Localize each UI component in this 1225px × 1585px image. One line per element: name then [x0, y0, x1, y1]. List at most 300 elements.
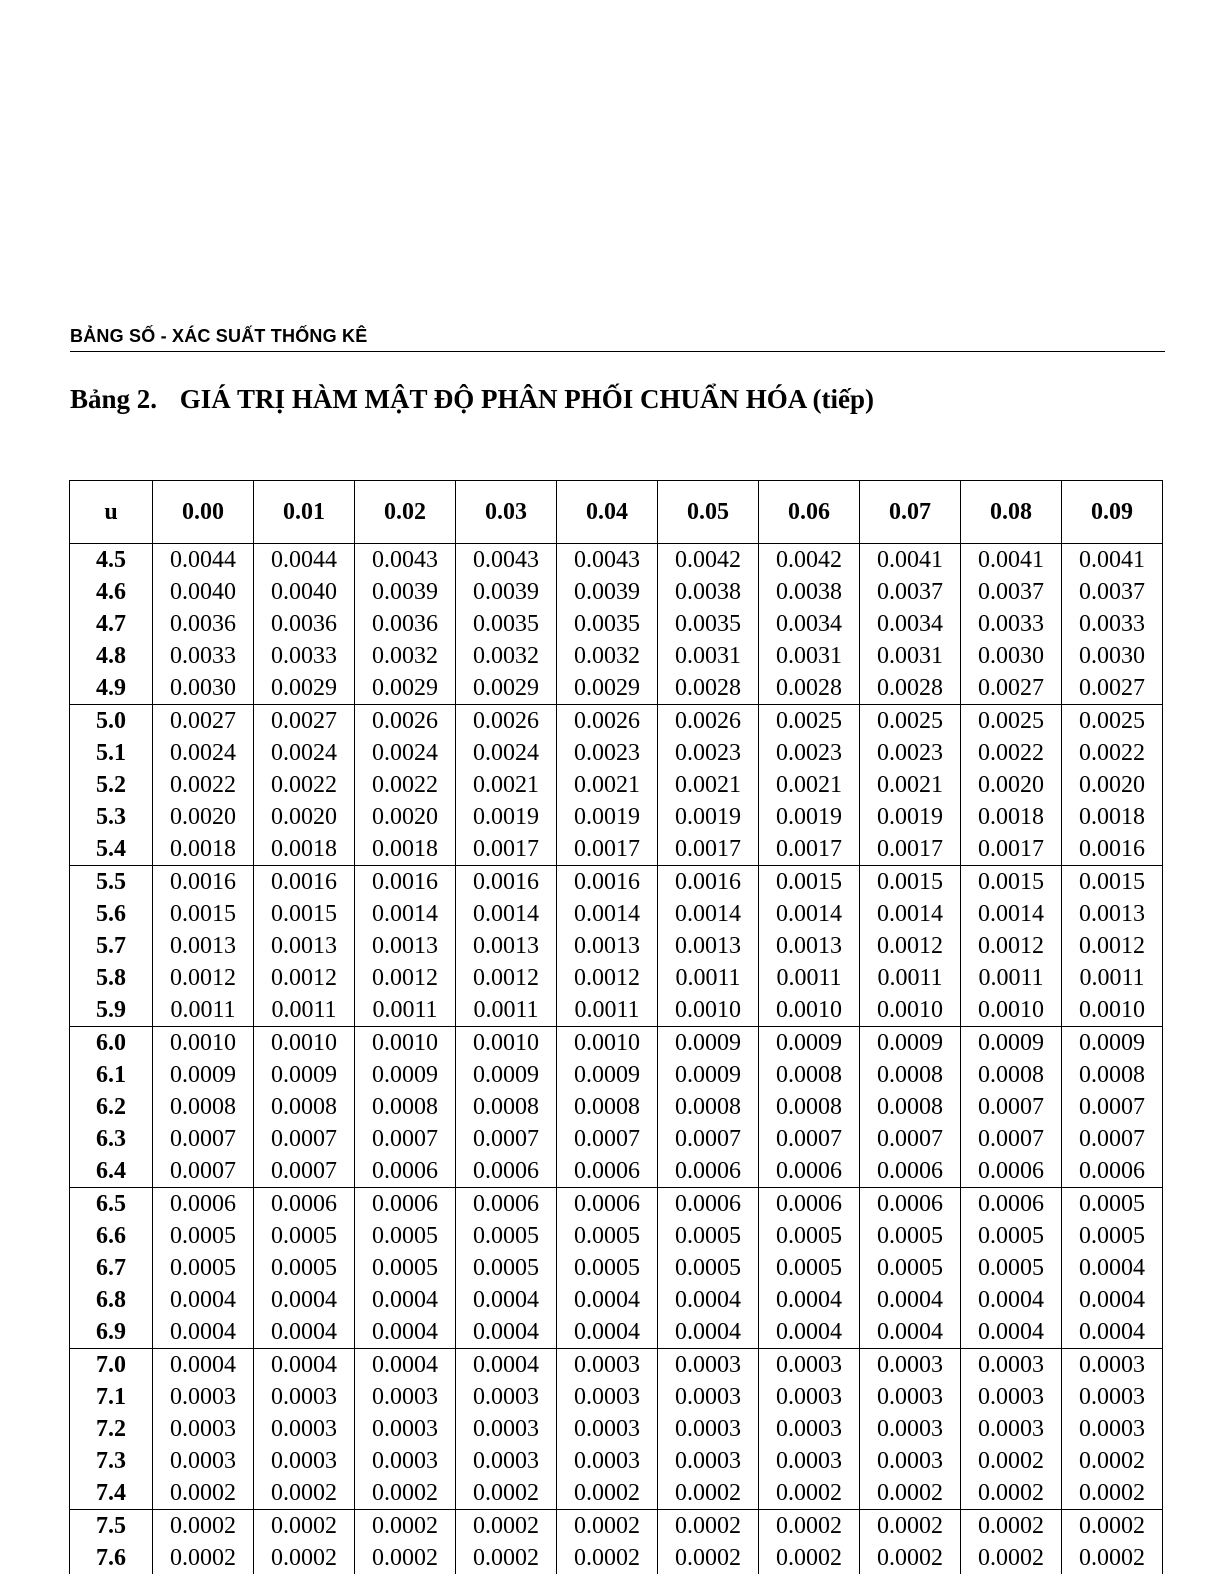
density-cell: 0.0014	[557, 898, 658, 930]
density-cell: 0.0028	[860, 672, 961, 705]
row-u-value: 4.6	[70, 576, 153, 608]
density-cell: 0.0010	[254, 1027, 355, 1060]
density-cell: 0.0003	[153, 1381, 254, 1413]
density-cell: 0.0005	[658, 1220, 759, 1252]
density-cell: 0.0005	[860, 1252, 961, 1284]
density-cell: 0.0034	[860, 608, 961, 640]
row-u-value: 7.3	[70, 1445, 153, 1477]
density-cell: 0.0004	[961, 1284, 1062, 1316]
density-cell: 0.0009	[1062, 1027, 1163, 1060]
density-cell: 0.0004	[759, 1316, 860, 1349]
density-cell: 0.0004	[456, 1349, 557, 1382]
density-cell: 0.0012	[1062, 930, 1163, 962]
table-body	[70, 544, 1163, 1575]
row-u-value: 5.5	[70, 866, 153, 899]
density-cell: 0.0012	[557, 962, 658, 994]
density-cell: 0.0003	[860, 1349, 961, 1382]
density-cell: 0.0003	[759, 1381, 860, 1413]
table-row	[70, 769, 1163, 801]
density-cell: 0.0041	[1062, 544, 1163, 577]
density-cell: 0.0005	[456, 1252, 557, 1284]
density-cell: 0.0019	[860, 801, 961, 833]
density-cell: 0.0013	[254, 930, 355, 962]
density-cell: 0.0002	[456, 1510, 557, 1543]
density-cell: 0.0003	[961, 1381, 1062, 1413]
density-cell: 0.0005	[860, 1220, 961, 1252]
density-cell: 0.0017	[658, 833, 759, 866]
density-cell: 0.0004	[961, 1316, 1062, 1349]
density-cell: 0.0015	[961, 866, 1062, 899]
density-cell: 0.0039	[355, 576, 456, 608]
density-cell: 0.0021	[759, 769, 860, 801]
density-cell: 0.0010	[860, 994, 961, 1027]
table-row	[70, 1349, 1163, 1382]
density-cell: 0.0003	[658, 1413, 759, 1445]
table-row	[70, 1220, 1163, 1252]
row-u-value: 6.1	[70, 1059, 153, 1091]
density-cell: 0.0002	[1062, 1542, 1163, 1574]
density-cell: 0.0009	[557, 1059, 658, 1091]
density-cell: 0.0004	[254, 1284, 355, 1316]
density-cell: 0.0036	[355, 608, 456, 640]
density-cell: 0.0002	[557, 1510, 658, 1543]
density-cell: 0.0032	[557, 640, 658, 672]
density-cell: 0.0003	[557, 1445, 658, 1477]
density-cell: 0.0004	[153, 1349, 254, 1382]
table-row	[70, 608, 1163, 640]
density-cell: 0.0018	[355, 833, 456, 866]
density-cell: 0.0009	[254, 1059, 355, 1091]
density-cell: 0.0042	[658, 544, 759, 577]
density-cell: 0.0009	[658, 1027, 759, 1060]
density-cell: 0.0033	[254, 640, 355, 672]
density-cell: 0.0007	[860, 1123, 961, 1155]
density-cell: 0.0003	[759, 1413, 860, 1445]
density-cell: 0.0004	[355, 1284, 456, 1316]
density-cell: 0.0015	[254, 898, 355, 930]
density-cell: 0.0002	[254, 1477, 355, 1510]
table-row	[70, 866, 1163, 899]
density-cell: 0.0027	[961, 672, 1062, 705]
density-cell: 0.0031	[860, 640, 961, 672]
density-cell: 0.0013	[355, 930, 456, 962]
density-cell: 0.0027	[153, 705, 254, 738]
density-cell: 0.0003	[1062, 1349, 1163, 1382]
density-cell: 0.0022	[153, 769, 254, 801]
density-cell: 0.0002	[961, 1477, 1062, 1510]
density-cell: 0.0016	[557, 866, 658, 899]
page-header: BẢNG SỐ - XÁC SUẤT THỐNG KÊ	[70, 326, 368, 346]
density-cell: 0.0022	[254, 769, 355, 801]
row-u-value: 5.1	[70, 737, 153, 769]
table-row	[70, 544, 1163, 577]
density-cell: 0.0002	[961, 1445, 1062, 1477]
table-row	[70, 1027, 1163, 1060]
density-cell: 0.0033	[153, 640, 254, 672]
density-cell: 0.0029	[254, 672, 355, 705]
row-u-value: 7.6	[70, 1542, 153, 1574]
density-cell: 0.0008	[759, 1059, 860, 1091]
density-cell: 0.0008	[1062, 1059, 1163, 1091]
density-cell: 0.0003	[456, 1413, 557, 1445]
density-cell: 0.0011	[1062, 962, 1163, 994]
density-cell: 0.0019	[456, 801, 557, 833]
density-cell: 0.0012	[254, 962, 355, 994]
density-cell: 0.0002	[557, 1477, 658, 1510]
density-cell: 0.0026	[355, 705, 456, 738]
density-cell: 0.0026	[658, 705, 759, 738]
density-cell: 0.0003	[759, 1445, 860, 1477]
density-cell: 0.0017	[557, 833, 658, 866]
density-cell: 0.0031	[658, 640, 759, 672]
density-cell: 0.0016	[153, 866, 254, 899]
row-u-value: 6.4	[70, 1155, 153, 1188]
density-cell: 0.0002	[355, 1477, 456, 1510]
density-cell: 0.0008	[557, 1091, 658, 1123]
density-cell: 0.0011	[254, 994, 355, 1027]
row-u-value: 4.5	[70, 544, 153, 577]
density-cell: 0.0009	[153, 1059, 254, 1091]
density-cell: 0.0019	[759, 801, 860, 833]
density-cell: 0.0005	[759, 1220, 860, 1252]
density-cell: 0.0005	[254, 1252, 355, 1284]
density-cell: 0.0013	[557, 930, 658, 962]
density-cell: 0.0009	[456, 1059, 557, 1091]
header-u: u	[70, 481, 153, 544]
density-cell: 0.0008	[254, 1091, 355, 1123]
density-cell: 0.0037	[860, 576, 961, 608]
density-cell: 0.0005	[1062, 1188, 1163, 1221]
density-cell: 0.0015	[759, 866, 860, 899]
density-cell: 0.0044	[153, 544, 254, 577]
density-cell: 0.0004	[254, 1316, 355, 1349]
density-cell: 0.0016	[658, 866, 759, 899]
density-cell: 0.0004	[355, 1316, 456, 1349]
density-cell: 0.0002	[355, 1542, 456, 1574]
density-cell: 0.0003	[254, 1445, 355, 1477]
row-u-value: 5.7	[70, 930, 153, 962]
density-cell: 0.0017	[759, 833, 860, 866]
density-cell: 0.0003	[456, 1381, 557, 1413]
density-cell: 0.0002	[860, 1477, 961, 1510]
density-cell: 0.0006	[456, 1155, 557, 1188]
density-cell: 0.0007	[153, 1123, 254, 1155]
density-cell: 0.0010	[456, 1027, 557, 1060]
density-cell: 0.0010	[961, 994, 1062, 1027]
column-header: 0.03	[456, 481, 557, 544]
row-u-value: 6.6	[70, 1220, 153, 1252]
density-cell: 0.0008	[860, 1091, 961, 1123]
column-header: 0.07	[860, 481, 961, 544]
density-cell: 0.0032	[456, 640, 557, 672]
table-header-row	[70, 481, 1163, 544]
density-cell: 0.0015	[153, 898, 254, 930]
table-row	[70, 1188, 1163, 1221]
row-u-value: 5.0	[70, 705, 153, 738]
density-cell: 0.0007	[254, 1123, 355, 1155]
density-cell: 0.0012	[456, 962, 557, 994]
row-u-value: 6.0	[70, 1027, 153, 1060]
density-cell: 0.0018	[153, 833, 254, 866]
density-cell: 0.0040	[254, 576, 355, 608]
density-cell: 0.0006	[759, 1155, 860, 1188]
density-cell: 0.0004	[254, 1349, 355, 1382]
density-cell: 0.0006	[961, 1188, 1062, 1221]
density-cell: 0.0023	[860, 737, 961, 769]
density-cell: 0.0006	[355, 1155, 456, 1188]
row-u-value: 4.9	[70, 672, 153, 705]
density-cell: 0.0019	[557, 801, 658, 833]
density-cell: 0.0002	[153, 1510, 254, 1543]
table-title-text: GIÁ TRỊ HÀM MẬT ĐỘ PHÂN PHỐI CHUẨN HÓA (tiếp)	[179, 384, 875, 414]
density-cell: 0.0002	[759, 1477, 860, 1510]
density-cell: 0.0014	[759, 898, 860, 930]
density-cell: 0.0036	[254, 608, 355, 640]
density-cell: 0.0024	[355, 737, 456, 769]
density-cell: 0.0026	[557, 705, 658, 738]
table-number: Bảng 2.	[70, 384, 158, 414]
row-u-value: 7.0	[70, 1349, 153, 1382]
density-cell: 0.0006	[254, 1188, 355, 1221]
density-cell: 0.0012	[355, 962, 456, 994]
density-cell: 0.0008	[456, 1091, 557, 1123]
density-cell: 0.0006	[961, 1155, 1062, 1188]
column-header: 0.08	[961, 481, 1062, 544]
density-cell: 0.0017	[961, 833, 1062, 866]
column-header: 0.05	[658, 481, 759, 544]
density-cell: 0.0003	[355, 1445, 456, 1477]
density-cell: 0.0019	[658, 801, 759, 833]
density-cell: 0.0010	[1062, 994, 1163, 1027]
table-row	[70, 1510, 1163, 1543]
row-u-value: 7.4	[70, 1477, 153, 1510]
density-cell: 0.0007	[355, 1123, 456, 1155]
density-cell: 0.0035	[658, 608, 759, 640]
row-u-value: 5.8	[70, 962, 153, 994]
density-cell: 0.0013	[1062, 898, 1163, 930]
density-cell: 0.0003	[961, 1413, 1062, 1445]
density-cell: 0.0003	[153, 1413, 254, 1445]
density-cell: 0.0004	[557, 1284, 658, 1316]
density-cell: 0.0004	[860, 1316, 961, 1349]
table-row	[70, 737, 1163, 769]
density-cell: 0.0002	[456, 1477, 557, 1510]
density-cell: 0.0009	[658, 1059, 759, 1091]
table-row	[70, 1059, 1163, 1091]
density-cell: 0.0003	[355, 1381, 456, 1413]
row-u-value: 6.5	[70, 1188, 153, 1221]
table-row	[70, 1381, 1163, 1413]
row-u-value: 6.2	[70, 1091, 153, 1123]
density-cell: 0.0016	[254, 866, 355, 899]
density-cell: 0.0004	[153, 1284, 254, 1316]
table-row	[70, 833, 1163, 866]
table-row	[70, 1316, 1163, 1349]
density-cell: 0.0004	[1062, 1284, 1163, 1316]
density-cell: 0.0043	[557, 544, 658, 577]
density-cell: 0.0008	[860, 1059, 961, 1091]
table-row	[70, 1284, 1163, 1316]
density-cell: 0.0016	[456, 866, 557, 899]
density-cell: 0.0009	[961, 1027, 1062, 1060]
table-row	[70, 801, 1163, 833]
density-cell: 0.0005	[658, 1252, 759, 1284]
density-cell: 0.0021	[557, 769, 658, 801]
density-cell: 0.0014	[860, 898, 961, 930]
density-cell: 0.0007	[1062, 1123, 1163, 1155]
row-u-value: 4.8	[70, 640, 153, 672]
density-cell: 0.0002	[658, 1510, 759, 1543]
density-cell: 0.0006	[557, 1155, 658, 1188]
density-cell: 0.0002	[355, 1510, 456, 1543]
density-cell: 0.0002	[961, 1542, 1062, 1574]
density-cell: 0.0020	[153, 801, 254, 833]
density-cell: 0.0002	[860, 1542, 961, 1574]
density-cell: 0.0006	[759, 1188, 860, 1221]
density-cell: 0.0003	[759, 1349, 860, 1382]
density-cell: 0.0003	[557, 1381, 658, 1413]
density-cell: 0.0008	[961, 1059, 1062, 1091]
density-cell: 0.0010	[557, 1027, 658, 1060]
density-cell: 0.0003	[658, 1349, 759, 1382]
table-row	[70, 705, 1163, 738]
density-cell: 0.0038	[658, 576, 759, 608]
density-cell: 0.0003	[860, 1445, 961, 1477]
row-u-value: 5.9	[70, 994, 153, 1027]
density-cell: 0.0003	[254, 1381, 355, 1413]
density-cell: 0.0023	[658, 737, 759, 769]
density-cell: 0.0006	[860, 1188, 961, 1221]
density-cell: 0.0012	[860, 930, 961, 962]
density-cell: 0.0036	[153, 608, 254, 640]
density-cell: 0.0002	[254, 1510, 355, 1543]
density-cell: 0.0007	[759, 1123, 860, 1155]
density-cell: 0.0022	[355, 769, 456, 801]
density-cell: 0.0011	[456, 994, 557, 1027]
density-cell: 0.0003	[557, 1349, 658, 1382]
density-cell: 0.0007	[456, 1123, 557, 1155]
density-cell: 0.0002	[860, 1510, 961, 1543]
row-u-value: 5.2	[70, 769, 153, 801]
density-cell: 0.0003	[1062, 1381, 1163, 1413]
density-cell: 0.0008	[153, 1091, 254, 1123]
density-cell: 0.0004	[456, 1316, 557, 1349]
table-row	[70, 1542, 1163, 1574]
density-cell: 0.0005	[961, 1252, 1062, 1284]
table-row	[70, 1477, 1163, 1510]
density-cell: 0.0030	[153, 672, 254, 705]
column-header: 0.06	[759, 481, 860, 544]
density-cell: 0.0002	[153, 1542, 254, 1574]
density-cell: 0.0014	[456, 898, 557, 930]
table-row	[70, 1252, 1163, 1284]
table-row	[70, 1445, 1163, 1477]
density-cell: 0.0022	[1062, 737, 1163, 769]
density-cell: 0.0005	[456, 1220, 557, 1252]
density-cell: 0.0018	[961, 801, 1062, 833]
density-cell: 0.0041	[961, 544, 1062, 577]
density-cell: 0.0042	[759, 544, 860, 577]
density-cell: 0.0017	[456, 833, 557, 866]
table-row	[70, 1091, 1163, 1123]
density-cell: 0.0004	[759, 1284, 860, 1316]
density-cell: 0.0032	[355, 640, 456, 672]
density-cell: 0.0031	[759, 640, 860, 672]
table-row	[70, 640, 1163, 672]
density-cell: 0.0040	[153, 576, 254, 608]
density-cell: 0.0013	[456, 930, 557, 962]
density-cell: 0.0002	[961, 1510, 1062, 1543]
density-cell: 0.0002	[1062, 1445, 1163, 1477]
density-cell: 0.0009	[355, 1059, 456, 1091]
density-cell: 0.0025	[1062, 705, 1163, 738]
density-table	[69, 480, 1163, 1574]
density-cell: 0.0038	[759, 576, 860, 608]
density-cell: 0.0008	[759, 1091, 860, 1123]
density-cell: 0.0005	[759, 1252, 860, 1284]
density-cell: 0.0012	[153, 962, 254, 994]
density-cell: 0.0018	[1062, 801, 1163, 833]
density-cell: 0.0037	[961, 576, 1062, 608]
table-row	[70, 994, 1163, 1027]
density-cell: 0.0003	[860, 1413, 961, 1445]
density-cell: 0.0002	[759, 1542, 860, 1574]
column-header: 0.00	[153, 481, 254, 544]
density-cell: 0.0003	[1062, 1413, 1163, 1445]
table-row	[70, 930, 1163, 962]
density-cell: 0.0015	[1062, 866, 1163, 899]
density-cell: 0.0008	[355, 1091, 456, 1123]
density-cell: 0.0033	[1062, 608, 1163, 640]
density-cell: 0.0013	[759, 930, 860, 962]
row-u-value: 7.2	[70, 1413, 153, 1445]
density-cell: 0.0027	[254, 705, 355, 738]
row-u-value: 6.8	[70, 1284, 153, 1316]
density-cell: 0.0006	[1062, 1155, 1163, 1188]
table-row	[70, 962, 1163, 994]
row-u-value: 7.5	[70, 1510, 153, 1543]
density-cell: 0.0039	[557, 576, 658, 608]
density-cell: 0.0020	[355, 801, 456, 833]
column-header: 0.02	[355, 481, 456, 544]
density-cell: 0.0035	[557, 608, 658, 640]
density-cell: 0.0016	[355, 866, 456, 899]
density-cell: 0.0029	[355, 672, 456, 705]
density-cell: 0.0014	[961, 898, 1062, 930]
table-title	[70, 384, 874, 415]
density-cell: 0.0002	[254, 1542, 355, 1574]
density-cell: 0.0015	[860, 866, 961, 899]
density-cell: 0.0005	[961, 1220, 1062, 1252]
density-cell: 0.0006	[153, 1188, 254, 1221]
density-cell: 0.0017	[860, 833, 961, 866]
density-cell: 0.0011	[961, 962, 1062, 994]
density-cell: 0.0024	[456, 737, 557, 769]
column-header: 0.09	[1062, 481, 1163, 544]
density-cell: 0.0003	[658, 1381, 759, 1413]
density-cell: 0.0003	[860, 1381, 961, 1413]
density-cell: 0.0043	[456, 544, 557, 577]
table-row	[70, 1155, 1163, 1188]
row-u-value: 5.4	[70, 833, 153, 866]
density-cell: 0.0037	[1062, 576, 1163, 608]
density-cell: 0.0005	[557, 1252, 658, 1284]
density-cell: 0.0029	[456, 672, 557, 705]
row-u-value: 4.7	[70, 608, 153, 640]
density-cell: 0.0025	[759, 705, 860, 738]
density-cell: 0.0022	[961, 737, 1062, 769]
density-cell: 0.0003	[456, 1445, 557, 1477]
